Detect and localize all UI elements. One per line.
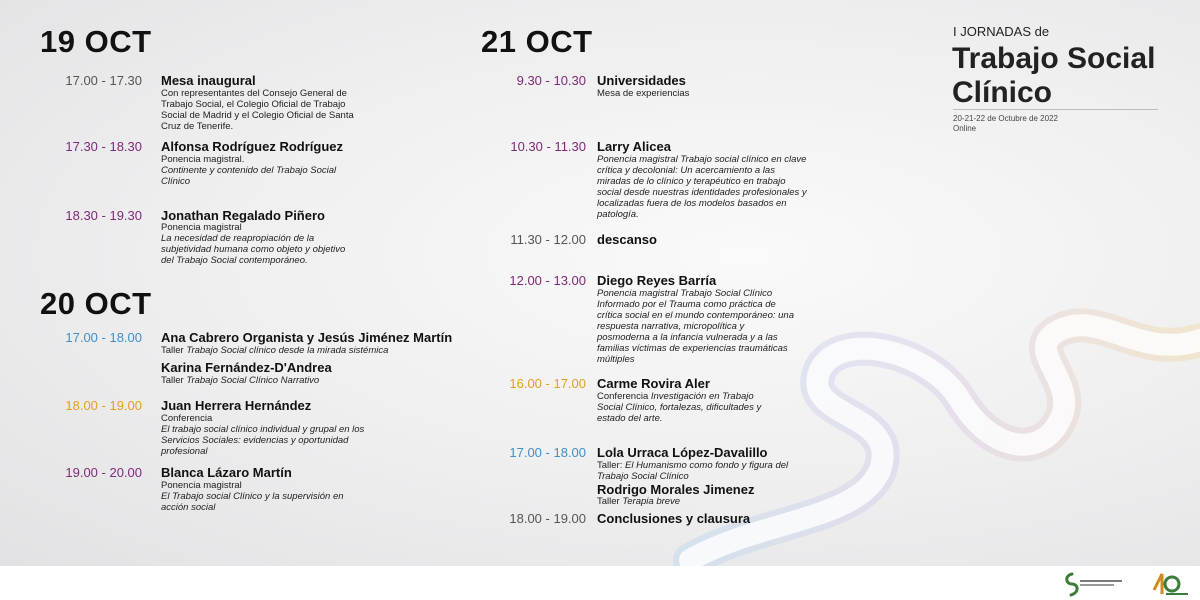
session-description xyxy=(597,460,788,482)
session-description xyxy=(597,88,689,99)
time-slot: 11.30 - 12.00 xyxy=(510,232,586,247)
session-title: Karina Fernández-D'Andrea xyxy=(161,360,332,375)
time-slot: 9.30 - 10.30 xyxy=(516,73,586,88)
session-description xyxy=(161,413,364,457)
desc-line: Clínico xyxy=(161,176,191,187)
desc-line: social desde nuestras identidades profesionales y xyxy=(597,187,807,198)
session-title: Rodrigo Morales Jimenez xyxy=(597,482,755,497)
session-title: Alfonsa Rodríguez Rodríguez xyxy=(161,139,343,154)
time-slot: 17.00 - 17.30 xyxy=(65,73,142,88)
session-description xyxy=(597,154,807,220)
desc-line: El Trabajo social Clínico y la supervisión en xyxy=(161,491,344,502)
desc-line: Informado por el Trauma como práctica de xyxy=(597,299,776,310)
time-slot: 17.30 - 18.30 xyxy=(65,139,142,154)
desc-line: Ponencia magistral. xyxy=(161,154,245,165)
desc-line: Conferencia xyxy=(161,413,213,424)
desc-line: subjetividad humana como objeto y objetivo xyxy=(161,244,346,255)
desc-line: Social de Madrid y el Colegio Oficial de Santa xyxy=(161,110,354,121)
desc-line: Trabajo Social clínico desde la mirada sistémica xyxy=(186,345,389,356)
desc-line: Con representantes del Consejo General de xyxy=(161,88,347,99)
session-title: Carme Rovira Aler xyxy=(597,376,710,391)
desc-prefix: Taller: xyxy=(597,460,625,471)
desc-line: Investigación en Trabajo xyxy=(650,391,754,402)
event-dates: 20-21-22 de Octubre de 2022 xyxy=(953,114,1058,123)
desc-prefix: Taller xyxy=(161,375,187,386)
session-description xyxy=(161,154,336,187)
desc-line: La necesidad de reapropiación de la xyxy=(161,233,315,244)
time-slot: 18.30 - 19.30 xyxy=(65,208,142,223)
session-description xyxy=(161,345,388,356)
desc-line: familias víctimas de experiencias traumáticas xyxy=(597,343,788,354)
event-title-line1: Trabajo Social xyxy=(952,42,1156,75)
event-details xyxy=(953,114,1058,134)
session-title: Conclusiones y clausura xyxy=(597,511,751,526)
desc-line: estado del arte. xyxy=(597,413,663,424)
time-slot: 10.30 - 11.30 xyxy=(510,139,586,154)
time-slot: 18.00 - 19.00 xyxy=(65,398,142,413)
session-title: Diego Reyes Barría xyxy=(597,273,717,288)
desc-line: Social Clínico, fortalezas, dificultades y xyxy=(597,402,762,413)
footer-bar xyxy=(0,566,1200,600)
session-description xyxy=(161,222,345,266)
desc-line: Ponencia magistral Trabajo social clínico en clave xyxy=(597,154,807,165)
time-slot: 12.00 - 13.00 xyxy=(509,273,586,288)
session-description xyxy=(161,88,354,132)
desc-line: Ponencia magistral xyxy=(161,480,242,491)
desc-line: Ponencia magistral xyxy=(161,222,242,233)
desc-line: respuesta narrativa, micropolítica y xyxy=(597,321,745,332)
header-divider xyxy=(953,109,1158,110)
desc-line: El Humanismo como fondo y figura del xyxy=(624,460,789,471)
desc-prefix: Taller xyxy=(161,345,187,356)
day-heading-20: 20 OCT xyxy=(40,286,152,321)
desc-line: crítica social en el mundo contemporáneo: una xyxy=(597,310,794,321)
event-mode: Online xyxy=(953,124,977,133)
desc-line: miradas de lo clínico y terapéutico en trabajo xyxy=(597,176,786,187)
desc-line: Trabajo Social Clínico Narrativo xyxy=(186,375,320,386)
desc-line: patología. xyxy=(597,209,639,220)
time-slot: 18.00 - 19.00 xyxy=(509,511,586,526)
session-title: Juan Herrera Hernández xyxy=(161,398,312,413)
session-title: Universidades xyxy=(597,73,686,88)
desc-line: Cruz de Tenerife. xyxy=(161,121,234,132)
day-heading-21: 21 OCT xyxy=(481,24,593,59)
time-slot: 17.00 - 18.00 xyxy=(65,330,142,345)
session-description xyxy=(597,288,794,365)
session-title: Larry Alicea xyxy=(597,139,671,154)
desc-line: Terapia breve xyxy=(622,496,681,507)
desc-line: profesional xyxy=(161,446,208,457)
desc-line: Ponencia magistral Trabajo Social Clínico xyxy=(597,288,773,299)
desc-line: localizadas fuera de los modelos basados en xyxy=(597,198,787,209)
anniversary-logo xyxy=(1150,570,1190,598)
session-title: Blanca Lázaro Martín xyxy=(161,465,292,480)
desc-prefix: Conferencia xyxy=(597,391,651,402)
session-description xyxy=(161,480,344,513)
desc-line: múltiples xyxy=(597,354,635,365)
desc-line: Trabajo Social, el Colegio Oficial de Trabajo xyxy=(161,99,346,110)
desc-line: Mesa de experiencias xyxy=(597,88,690,99)
session-title: Mesa inaugural xyxy=(161,73,256,88)
desc-line: acción social xyxy=(161,502,216,513)
desc-line: Servicios Sociales: evidencias y oportunidad xyxy=(161,435,349,446)
desc-line: Continente y contenido del Trabajo Social xyxy=(161,165,337,176)
day-heading-19: 19 OCT xyxy=(40,24,152,59)
desc-line: posmoderna a la infancia vulnerada y a las xyxy=(597,332,778,343)
time-slot: 17.00 - 18.00 xyxy=(509,445,586,460)
session-title: Jonathan Regalado Piñero xyxy=(161,208,325,223)
desc-line: Trabajo Social Clínico xyxy=(597,471,689,482)
event-supertitle: I JORNADAS de xyxy=(953,24,1050,39)
desc-line: crítica y decolonial: Un acercamiento a las xyxy=(597,165,775,176)
desc-line: El trabajo social clínico individual y grupal en los xyxy=(161,424,365,435)
session-title: Lola Urraca López-Davalillo xyxy=(597,445,768,460)
session-title: Ana Cabrero Organista y Jesús Jiménez Martín xyxy=(161,330,453,345)
session-description xyxy=(597,496,680,507)
time-slot: 16.00 - 17.00 xyxy=(509,376,586,391)
desc-line: del Trabajo Social contemporáneo. xyxy=(161,255,308,266)
session-title: descanso xyxy=(597,232,657,247)
time-slot: 19.00 - 20.00 xyxy=(65,465,142,480)
event-title xyxy=(952,42,1192,110)
desc-prefix: Taller xyxy=(597,496,623,507)
event-title-line2: Clínico xyxy=(952,76,1053,109)
session-description xyxy=(597,391,761,424)
session-description xyxy=(161,375,319,386)
colegio-logo xyxy=(1062,570,1126,598)
